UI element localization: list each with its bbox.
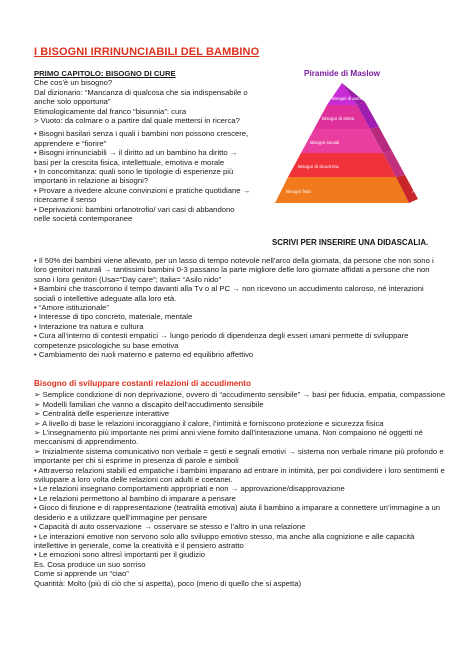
section-line: • Le emozioni sono altresì importanti per il giudizio	[34, 550, 206, 560]
section-line: • Attraverso relazioni stabili ed empatiche i bambini imparano ad entrare in intimità, per poi condividere i loro sentimenti e sviluppare a loro volta delle relazioni con adulti e coetanei.	[34, 465, 445, 485]
maslow-pyramid-figure	[262, 69, 462, 219]
pyramid-left-label: Bisogni di autorealizzazione	[332, 96, 387, 101]
bullet-item: • Il 50% dei bambini viene allevato, per un lasso di tempo notevole nell’arco della giornata, da persone che non sono i loro genitori naturali → tantissimi bambini 0-3 passano la parte migliore delle loro giornate affidati a persone che non sono i loro genitori (Usa=“Day care”; Italia= “Asilo nido”	[34, 256, 434, 284]
section-relazioni	[34, 379, 446, 588]
bullet-item: • Cambiamento dei ruoli materno e paterno ed equilibrio affettivo	[34, 350, 254, 360]
pyramid-left-label: Bisogni di sicurezza	[298, 164, 339, 169]
pyramid-right-label: Sviluppo e autostima	[368, 93, 409, 98]
section-line: • Le relazioni insegnano comportamenti appropriati e non → approvazione/disapprovazione	[34, 484, 345, 494]
bullet-item: • Interesse di tipo concreto, materiale, mentale	[34, 312, 193, 322]
pyramid-left-label: Bisogni fisici	[286, 189, 312, 194]
section-heading: Bisogno di sviluppare costanti relazioni di accudimento	[34, 379, 252, 388]
bullet-item: • Cura all’interno di contesti empatici → lungo periodo di dipendenza degli esseri umani permette di sviluppare competenze psicologiche su base emotiva	[34, 331, 409, 350]
section-line: ➢ Inizialmente sistema comunicativo non verbale = gesti e segnali emotivi → sistema non verbale rimane più profondo e importante per chi si esprime in presenza di parole e simboli	[34, 446, 444, 466]
section-line: ➢ Semplice condizione di non deprivazione, ovvero di “accudimento sensibile” → basi per fiducia, empatia, compassione	[34, 390, 446, 400]
image-caption: SCRIVI PER INSERIRE UNA DIDASCALIA.	[272, 238, 429, 247]
pyramid-left-label: Bisogni di stima	[322, 116, 355, 121]
chapter-heading: PRIMO CAPITOLO: BISOGNO DI CURE	[34, 69, 176, 78]
bullet-item: • Provare a rivedere alcune convinzioni e pratiche quotidiane → ricercarne il senso	[34, 185, 251, 205]
section-line: • Le interazioni emotive non servono solo allo sviluppo emotivo stesso, ma anche alla cognizione e alle capacità intellettive in generale, come la creatività e il pensiero astratto	[34, 531, 415, 550]
bullet-item: • Bisogni basilari senza i quali i bambini non possono crescere, apprendere e “fiorire”	[34, 129, 249, 148]
pyramid-left-label: Bisogni sociali	[310, 140, 340, 145]
section-line: ➢ Centralità delle esperienze interattive	[34, 409, 170, 419]
bullet-item: • In concomitanza: quali sono le tipologie di esperienze più importanti in relazione ai bisogni?	[34, 167, 234, 186]
section-line: ➢ Modelli familiari che vanno a discapito dell’accudimento sensibile	[34, 399, 264, 409]
bullet-item: • “Amore istituzionale”	[34, 303, 109, 313]
page-title: I BISOGNI IRRINUNCIABILI DEL BAMBINO	[34, 46, 260, 58]
section-line: Es. Cosa produce un suo sorriso	[34, 559, 146, 569]
intro-line: Dal dizionario: “Mancanza di qualcosa che sia indispensabile o anche solo opportuna”	[34, 87, 248, 107]
pyramid-right-label: Riconoscimento sociale	[376, 116, 423, 121]
pyramid-right-label: Appartenenza amore	[389, 140, 431, 145]
pyramid-title: Piramide di Maslow	[304, 69, 380, 78]
bullet-item: • Deprivazioni: bambini orfanotrofio/ vari casi di abbandono nelle società contemporanee	[34, 204, 235, 224]
section-line: Come si apprende un “ciao”	[34, 569, 129, 579]
pyramid-right-label: Acqua, cibo, sonno	[412, 189, 450, 194]
section-line: ➢ A livello di base le relazioni incoraggiano il calore, l’intimità e forniscono protezione e sicurezza fisica	[34, 418, 384, 428]
section-line: ➢ L’insegnamento più importante nei primi anni viene fornito dall’interazione umana. Non compaiono né oggetti né meccanismi di apprendimento.	[34, 428, 423, 447]
bullet-item: • Interazione tra natura e cultura	[34, 321, 144, 331]
bullet-item: • Bambini che trascorrono il tempo davanti alla Tv o al PC → non ricevono un accudimento caloroso, né interazioni sociali o intellettive adeguate alla loro età.	[34, 284, 424, 303]
intro-line: Che cos’è un bisogno?	[34, 78, 113, 88]
section-line: • Capacità di auto osservazione → osservare se stesso e l’altro in una relazione	[34, 522, 306, 532]
section-line: Quantità: Molto (più di ciò che si aspetta), poco (meno di quello che si aspetta)	[34, 578, 302, 588]
pyramid-right-label: Protezione	[402, 164, 423, 169]
intro-column	[34, 69, 252, 224]
bullet-item: • Bisogni irrinunciabili → il diritto ad un bambino ha diritto → basi per la crescita fisica, intellettuale, emotiva e morale	[34, 148, 238, 167]
section-line: • Le relazioni permettono al bambino di imparare a pensare	[34, 493, 236, 503]
intro-line: Etimologicamente dal franco “bisunnia”: cura	[34, 106, 187, 116]
pyramid-graphic	[262, 69, 462, 219]
section-line: • Gioco di finzione e di rappresentazione (teatralità emotiva) aiuta il bambino a imparare a connettere un’immagine a un desiderio e a utilizzare quell’immagine per pensare	[34, 503, 441, 522]
intro-continued	[34, 256, 446, 359]
intro-line: > Vuoto: da colmare o a partire dal quale mettersi in ricerca?	[34, 116, 240, 126]
